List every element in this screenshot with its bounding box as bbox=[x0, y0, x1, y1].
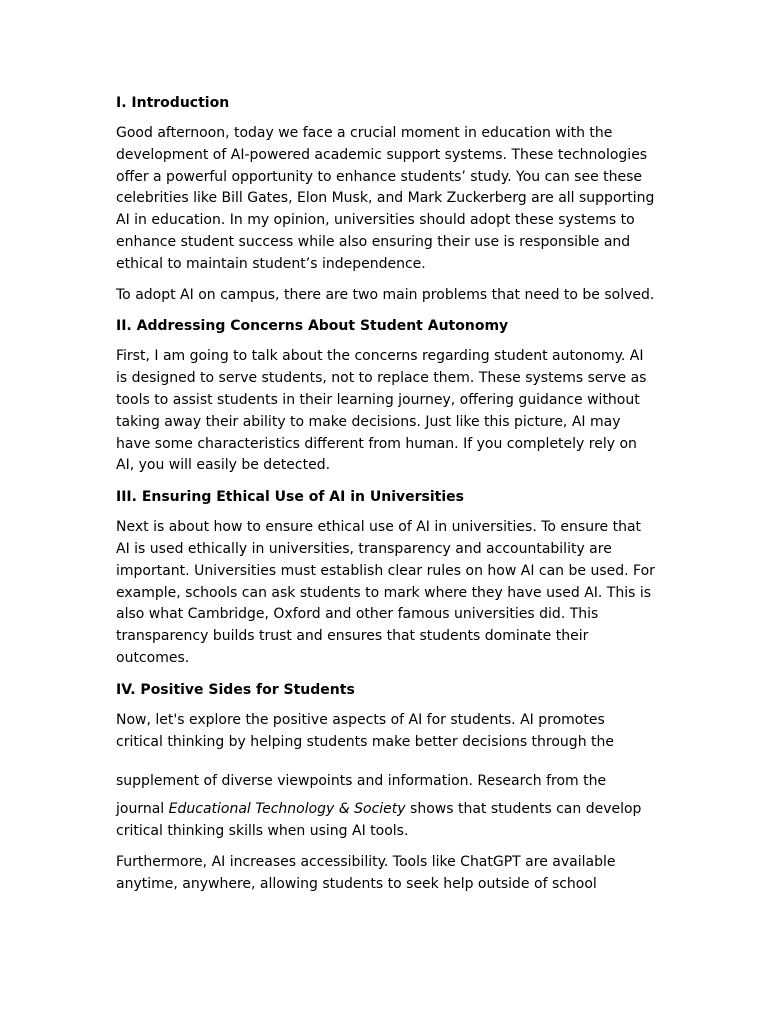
journal-suffix: shows that students can develop critical thinking skills when using AI tools. bbox=[116, 801, 642, 839]
positive-paragraph-research bbox=[116, 799, 656, 843]
ethics-paragraph: Next is about how to ensure ethical use of AI in universities. To ensure that AI is used ethically in universities, transparency and accountability are important. Universities must establish clear rules on how AI can be used. For example, schools can ask students to mark where they have used AI. This is also what Cambridge, Oxford and other famous universities did. This transparency builds trust and ensures that students dominate their outcomes. bbox=[116, 519, 655, 666]
journal-prefix: journal bbox=[116, 801, 169, 818]
section-heading-autonomy: II. Addressing Concerns About Student Autonomy bbox=[116, 318, 509, 335]
section-heading-ethics: III. Ensuring Ethical Use of AI in Universities bbox=[116, 489, 464, 506]
intro-paragraph-2: To adopt AI on campus, there are two main problems that need to be solved. bbox=[116, 286, 655, 303]
autonomy-paragraph: First, I am going to talk about the concerns regarding student autonomy. AI is designed to serve students, not to replace them. These systems serve as tools to assist students in their learning journey, offering guidance without taking away their ability to make decisions. Just like this picture, AI may have some characteristics different from human. If you completely rely on AI, you will easily be detected. bbox=[116, 348, 647, 474]
intro-paragraph: Good afternoon, today we face a crucial moment in education with the development of AI-powered academic support systems. These technologies offer a powerful opportunity to enhance students’ study. You can see these celebrities like Bill Gates, Elon Musk, and Mark Zuckerberg are all supporting AI in education. In my opinion, universities should adopt these systems to enhance student success while also ensuring their use is responsible and ethical to maintain student’s independence. bbox=[116, 125, 655, 272]
journal-title: Educational Technology & Society bbox=[168, 801, 406, 818]
positive-paragraph: Now, let's explore the positive aspects of AI for students. AI promotes critical thinking by helping students make better decisions through the bbox=[116, 711, 614, 750]
accessibility-paragraph: Furthermore, AI increases accessibility. Tools like ChatGPT are available anytime, anywhere, allowing students to seek help outside of school bbox=[116, 853, 616, 892]
positive-paragraph-continued: supplement of diverse viewpoints and information. Research from the bbox=[116, 773, 607, 790]
section-heading-positive: IV. Positive Sides for Students bbox=[116, 681, 355, 698]
document-page bbox=[116, 92, 656, 904]
section-heading-introduction: I. Introduction bbox=[116, 95, 230, 111]
